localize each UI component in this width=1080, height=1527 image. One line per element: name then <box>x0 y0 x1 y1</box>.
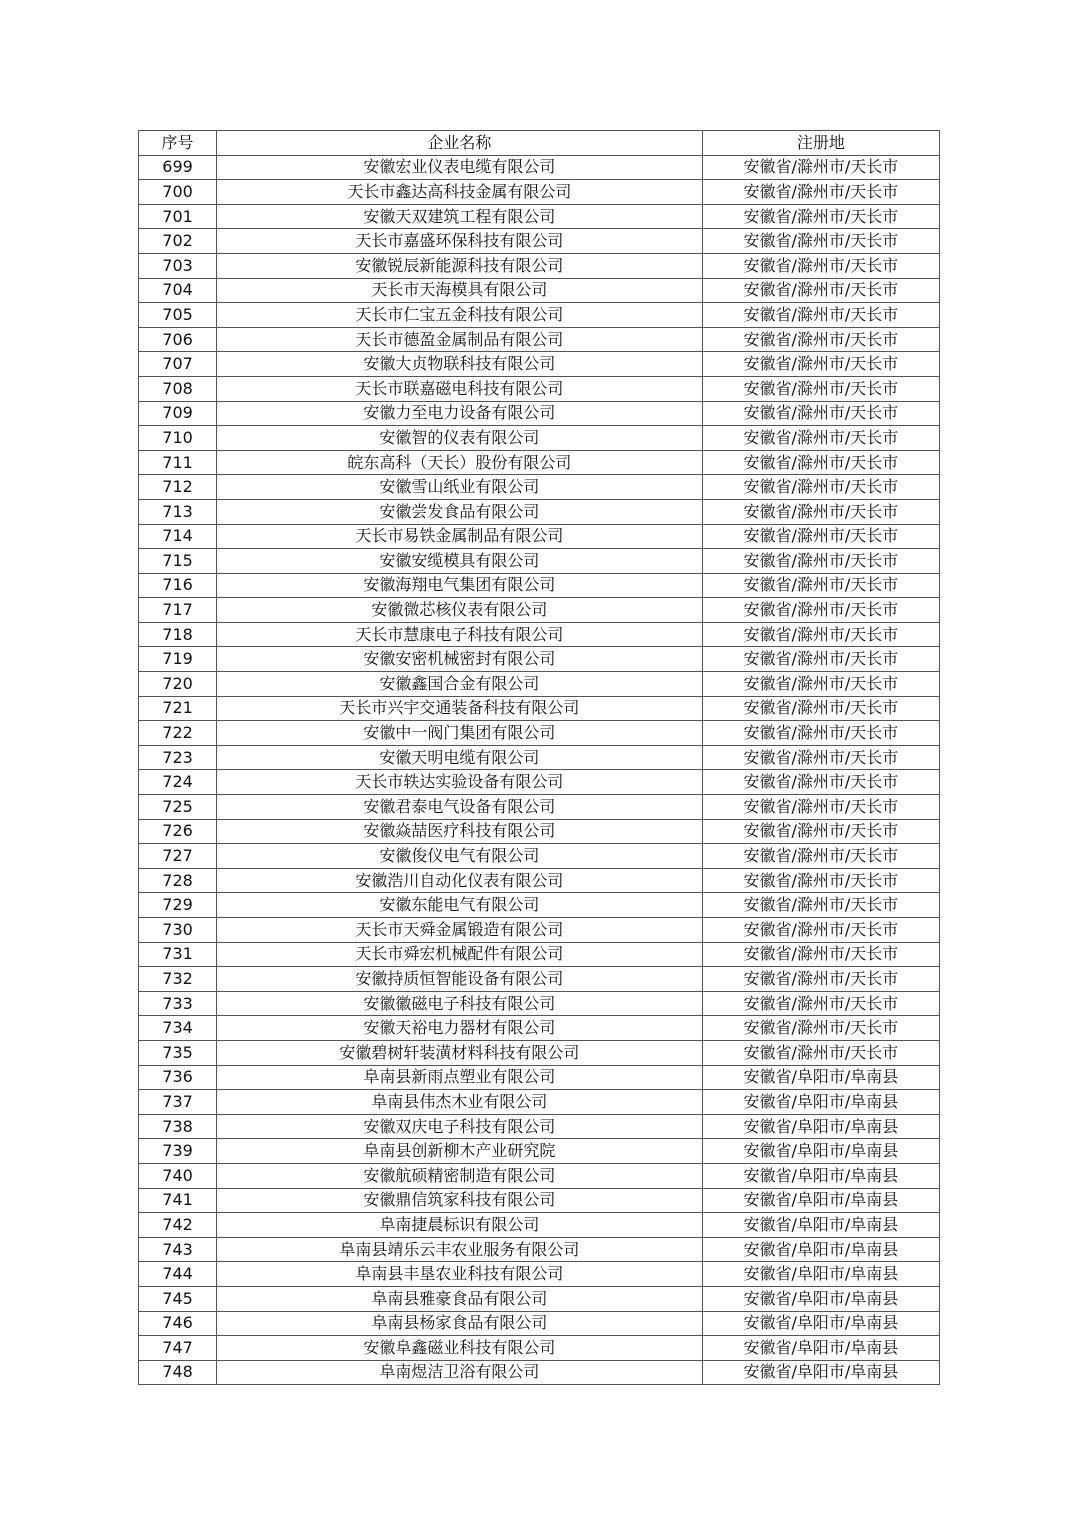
registered-location-cell: 安徽省/滁州市/天长市 <box>702 352 939 377</box>
serial-number-cell: 731 <box>139 942 217 967</box>
company-name-cell: 天长市天舜金属锻造有限公司 <box>217 918 703 943</box>
company-name-cell: 安徽宏业仪表电缆有限公司 <box>217 155 703 180</box>
table-row <box>139 1336 940 1361</box>
company-name-cell: 阜南县靖乐云丰农业服务有限公司 <box>217 1237 703 1262</box>
serial-number-cell: 737 <box>139 1090 217 1115</box>
company-name-cell: 安徽焱喆医疗科技有限公司 <box>217 819 703 844</box>
registered-location-cell: 安徽省/滁州市/天长市 <box>702 967 939 992</box>
serial-number-cell: 727 <box>139 844 217 869</box>
table-body <box>139 155 940 1385</box>
serial-number-cell: 710 <box>139 426 217 451</box>
serial-number-cell: 722 <box>139 721 217 746</box>
company-name-cell: 安徽持质恒智能设备有限公司 <box>217 967 703 992</box>
serial-number-cell: 741 <box>139 1188 217 1213</box>
table-row <box>139 450 940 475</box>
table-row <box>139 1360 940 1385</box>
table-row <box>139 499 940 524</box>
company-name-cell: 天长市轶达实验设备有限公司 <box>217 770 703 795</box>
company-name-cell: 天长市兴宇交通装备科技有限公司 <box>217 696 703 721</box>
registered-location-cell: 安徽省/滁州市/天长市 <box>702 918 939 943</box>
registered-location-cell: 安徽省/滁州市/天长市 <box>702 721 939 746</box>
serial-number-cell: 708 <box>139 376 217 401</box>
registered-location-cell: 安徽省/滁州市/天长市 <box>702 1040 939 1065</box>
company-name-cell: 天长市联嘉磁电科技有限公司 <box>217 376 703 401</box>
company-name-cell: 安徽航硕精密制造有限公司 <box>217 1163 703 1188</box>
company-name-cell: 安徽君泰电气设备有限公司 <box>217 795 703 820</box>
table-row <box>139 770 940 795</box>
table-row <box>139 352 940 377</box>
serial-number-cell: 721 <box>139 696 217 721</box>
serial-number-cell: 716 <box>139 573 217 598</box>
company-name-cell: 安徽天双建筑工程有限公司 <box>217 204 703 229</box>
registered-location-cell: 安徽省/阜阳市/阜南县 <box>702 1286 939 1311</box>
registered-location-cell: 安徽省/阜阳市/阜南县 <box>702 1237 939 1262</box>
serial-number-cell: 725 <box>139 795 217 820</box>
company-name-cell: 天长市易铁金属制品有限公司 <box>217 524 703 549</box>
company-name-cell: 安徽徽磁电子科技有限公司 <box>217 991 703 1016</box>
table-row <box>139 672 940 697</box>
registered-location-cell: 安徽省/滁州市/天长市 <box>702 622 939 647</box>
table-row <box>139 795 940 820</box>
registered-location-cell: 安徽省/滁州市/天长市 <box>702 327 939 352</box>
registered-location-cell: 安徽省/阜阳市/阜南县 <box>702 1139 939 1164</box>
serial-number-cell: 726 <box>139 819 217 844</box>
serial-number-cell: 746 <box>139 1311 217 1336</box>
registered-location-cell: 安徽省/滁州市/天长市 <box>702 229 939 254</box>
company-name-cell: 安徽中一阀门集团有限公司 <box>217 721 703 746</box>
registered-location-cell: 安徽省/滁州市/天长市 <box>702 819 939 844</box>
serial-number-cell: 702 <box>139 229 217 254</box>
serial-number-cell: 723 <box>139 745 217 770</box>
registered-location-cell: 安徽省/阜阳市/阜南县 <box>702 1090 939 1115</box>
company-name-cell: 安徽鼎信筑家科技有限公司 <box>217 1188 703 1213</box>
serial-number-cell: 700 <box>139 180 217 205</box>
table-row <box>139 401 940 426</box>
table-row <box>139 376 940 401</box>
table-row <box>139 1114 940 1139</box>
registered-location-cell: 安徽省/阜阳市/阜南县 <box>702 1360 939 1385</box>
registered-location-cell: 安徽省/滁州市/天长市 <box>702 180 939 205</box>
registered-location-cell: 安徽省/滁州市/天长市 <box>702 204 939 229</box>
company-name-cell: 阜南县新雨点塑业有限公司 <box>217 1065 703 1090</box>
table-row <box>139 1262 940 1287</box>
serial-number-cell: 705 <box>139 303 217 328</box>
company-name-cell: 安徽安缆模具有限公司 <box>217 549 703 574</box>
table-row <box>139 1040 940 1065</box>
header-registered-location: 注册地 <box>702 131 939 156</box>
company-name-cell: 安徽大贞物联科技有限公司 <box>217 352 703 377</box>
company-name-cell: 天长市鑫达高科技金属有限公司 <box>217 180 703 205</box>
company-name-cell: 安徽海翔电气集团有限公司 <box>217 573 703 598</box>
enterprise-table <box>138 130 940 1385</box>
table-row <box>139 967 940 992</box>
company-name-cell: 阜南县伟杰木业有限公司 <box>217 1090 703 1115</box>
table-row <box>139 204 940 229</box>
company-name-cell: 阜南县创新柳木产业研究院 <box>217 1139 703 1164</box>
table-row <box>139 918 940 943</box>
table-row <box>139 844 940 869</box>
table-row <box>139 696 940 721</box>
registered-location-cell: 安徽省/滁州市/天长市 <box>702 991 939 1016</box>
registered-location-cell: 安徽省/滁州市/天长市 <box>702 696 939 721</box>
table-row <box>139 598 940 623</box>
company-name-cell: 安徽俊仪电气有限公司 <box>217 844 703 869</box>
company-name-cell: 阜南县杨家食品有限公司 <box>217 1311 703 1336</box>
company-name-cell: 天长市仁宝五金科技有限公司 <box>217 303 703 328</box>
serial-number-cell: 714 <box>139 524 217 549</box>
table-row <box>139 524 940 549</box>
registered-location-cell: 安徽省/滁州市/天长市 <box>702 598 939 623</box>
company-name-cell: 阜南捷晨标识有限公司 <box>217 1213 703 1238</box>
registered-location-cell: 安徽省/滁州市/天长市 <box>702 376 939 401</box>
serial-number-cell: 707 <box>139 352 217 377</box>
registered-location-cell: 安徽省/阜阳市/阜南县 <box>702 1262 939 1287</box>
table-row <box>139 1311 940 1336</box>
serial-number-cell: 730 <box>139 918 217 943</box>
company-name-cell: 安徽智的仪表有限公司 <box>217 426 703 451</box>
table-row <box>139 1090 940 1115</box>
table-row <box>139 549 940 574</box>
registered-location-cell: 安徽省/滁州市/天长市 <box>702 1016 939 1041</box>
serial-number-cell: 739 <box>139 1139 217 1164</box>
serial-number-cell: 744 <box>139 1262 217 1287</box>
serial-number-cell: 717 <box>139 598 217 623</box>
serial-number-cell: 736 <box>139 1065 217 1090</box>
company-name-cell: 安徽鑫国合金有限公司 <box>217 672 703 697</box>
company-name-cell: 安徽浩川自动化仪表有限公司 <box>217 868 703 893</box>
serial-number-cell: 740 <box>139 1163 217 1188</box>
registered-location-cell: 安徽省/滁州市/天长市 <box>702 893 939 918</box>
serial-number-cell: 720 <box>139 672 217 697</box>
serial-number-cell: 703 <box>139 253 217 278</box>
company-name-cell: 天长市嘉盛环保科技有限公司 <box>217 229 703 254</box>
registered-location-cell: 安徽省/滁州市/天长市 <box>702 942 939 967</box>
table-row <box>139 1139 940 1164</box>
registered-location-cell: 安徽省/滁州市/天长市 <box>702 868 939 893</box>
company-name-cell: 阜南县雅豪食品有限公司 <box>217 1286 703 1311</box>
registered-location-cell: 安徽省/滁州市/天长市 <box>702 524 939 549</box>
serial-number-cell: 701 <box>139 204 217 229</box>
registered-location-cell: 安徽省/滁州市/天长市 <box>702 549 939 574</box>
registered-location-cell: 安徽省/滁州市/天长市 <box>702 795 939 820</box>
header-company-name: 企业名称 <box>217 131 703 156</box>
serial-number-cell: 747 <box>139 1336 217 1361</box>
table-row <box>139 819 940 844</box>
serial-number-cell: 709 <box>139 401 217 426</box>
serial-number-cell: 706 <box>139 327 217 352</box>
table-row <box>139 942 940 967</box>
registered-location-cell: 安徽省/滁州市/天长市 <box>702 450 939 475</box>
registered-location-cell: 安徽省/阜阳市/阜南县 <box>702 1188 939 1213</box>
table-row <box>139 475 940 500</box>
serial-number-cell: 704 <box>139 278 217 303</box>
serial-number-cell: 743 <box>139 1237 217 1262</box>
table-row <box>139 1237 940 1262</box>
company-name-cell: 安徽天明电缆有限公司 <box>217 745 703 770</box>
registered-location-cell: 安徽省/阜阳市/阜南县 <box>702 1114 939 1139</box>
serial-number-cell: 728 <box>139 868 217 893</box>
registered-location-cell: 安徽省/滁州市/天长市 <box>702 475 939 500</box>
registered-location-cell: 安徽省/阜阳市/阜南县 <box>702 1213 939 1238</box>
serial-number-cell: 738 <box>139 1114 217 1139</box>
registered-location-cell: 安徽省/阜阳市/阜南县 <box>702 1065 939 1090</box>
serial-number-cell: 734 <box>139 1016 217 1041</box>
registered-location-cell: 安徽省/滁州市/天长市 <box>702 745 939 770</box>
table-row <box>139 622 940 647</box>
company-name-cell: 阜南煜洁卫浴有限公司 <box>217 1360 703 1385</box>
company-name-cell: 安徽安密机械密封有限公司 <box>217 647 703 672</box>
company-name-cell: 天长市慧康电子科技有限公司 <box>217 622 703 647</box>
table-row <box>139 868 940 893</box>
registered-location-cell: 安徽省/滁州市/天长市 <box>702 672 939 697</box>
serial-number-cell: 712 <box>139 475 217 500</box>
serial-number-cell: 733 <box>139 991 217 1016</box>
table-row <box>139 1016 940 1041</box>
company-name-cell: 安徽碧树轩装潢材料科技有限公司 <box>217 1040 703 1065</box>
company-name-cell: 安徽双庆电子科技有限公司 <box>217 1114 703 1139</box>
registered-location-cell: 安徽省/滁州市/天长市 <box>702 573 939 598</box>
serial-number-cell: 729 <box>139 893 217 918</box>
table-row <box>139 721 940 746</box>
registered-location-cell: 安徽省/阜阳市/阜南县 <box>702 1311 939 1336</box>
table-row <box>139 327 940 352</box>
serial-number-cell: 742 <box>139 1213 217 1238</box>
company-name-cell: 天长市天海模具有限公司 <box>217 278 703 303</box>
serial-number-cell: 724 <box>139 770 217 795</box>
serial-number-cell: 715 <box>139 549 217 574</box>
company-name-cell: 安徽雪山纸业有限公司 <box>217 475 703 500</box>
company-name-cell: 天长市德盈金属制品有限公司 <box>217 327 703 352</box>
table-row <box>139 229 940 254</box>
table-row <box>139 647 940 672</box>
registered-location-cell: 安徽省/滁州市/天长市 <box>702 770 939 795</box>
table-row <box>139 573 940 598</box>
table-row <box>139 991 940 1016</box>
company-name-cell: 阜南县丰垦农业科技有限公司 <box>217 1262 703 1287</box>
registered-location-cell: 安徽省/滁州市/天长市 <box>702 278 939 303</box>
registered-location-cell: 安徽省/滁州市/天长市 <box>702 844 939 869</box>
company-name-cell: 皖东高科（天长）股份有限公司 <box>217 450 703 475</box>
table-row <box>139 253 940 278</box>
serial-number-cell: 719 <box>139 647 217 672</box>
serial-number-cell: 748 <box>139 1360 217 1385</box>
table-row <box>139 1188 940 1213</box>
table-row <box>139 745 940 770</box>
registered-location-cell: 安徽省/阜阳市/阜南县 <box>702 1163 939 1188</box>
registered-location-cell: 安徽省/滁州市/天长市 <box>702 155 939 180</box>
company-name-cell: 安徽微芯核仪表有限公司 <box>217 598 703 623</box>
header-serial-number: 序号 <box>139 131 217 156</box>
table-row <box>139 303 940 328</box>
company-name-cell: 安徽东能电气有限公司 <box>217 893 703 918</box>
serial-number-cell: 699 <box>139 155 217 180</box>
table-row <box>139 1286 940 1311</box>
serial-number-cell: 711 <box>139 450 217 475</box>
table-row <box>139 278 940 303</box>
registered-location-cell: 安徽省/阜阳市/阜南县 <box>702 1336 939 1361</box>
table-row <box>139 1163 940 1188</box>
serial-number-cell: 713 <box>139 499 217 524</box>
table-row <box>139 1213 940 1238</box>
registered-location-cell: 安徽省/滁州市/天长市 <box>702 303 939 328</box>
table-row <box>139 155 940 180</box>
registered-location-cell: 安徽省/滁州市/天长市 <box>702 647 939 672</box>
registered-location-cell: 安徽省/滁州市/天长市 <box>702 499 939 524</box>
serial-number-cell: 718 <box>139 622 217 647</box>
company-name-cell: 天长市舜宏机械配件有限公司 <box>217 942 703 967</box>
serial-number-cell: 732 <box>139 967 217 992</box>
registered-location-cell: 安徽省/滁州市/天长市 <box>702 426 939 451</box>
table-row <box>139 180 940 205</box>
company-name-cell: 安徽尝发食品有限公司 <box>217 499 703 524</box>
serial-number-cell: 745 <box>139 1286 217 1311</box>
company-name-cell: 安徽锐辰新能源科技有限公司 <box>217 253 703 278</box>
serial-number-cell: 735 <box>139 1040 217 1065</box>
registered-location-cell: 安徽省/滁州市/天长市 <box>702 253 939 278</box>
table-row <box>139 893 940 918</box>
registered-location-cell: 安徽省/滁州市/天长市 <box>702 401 939 426</box>
company-name-cell: 安徽天裕电力器材有限公司 <box>217 1016 703 1041</box>
company-name-cell: 安徽阜鑫磁业科技有限公司 <box>217 1336 703 1361</box>
table-row <box>139 426 940 451</box>
table-row <box>139 1065 940 1090</box>
company-name-cell: 安徽力至电力设备有限公司 <box>217 401 703 426</box>
table-header-row <box>139 131 940 156</box>
